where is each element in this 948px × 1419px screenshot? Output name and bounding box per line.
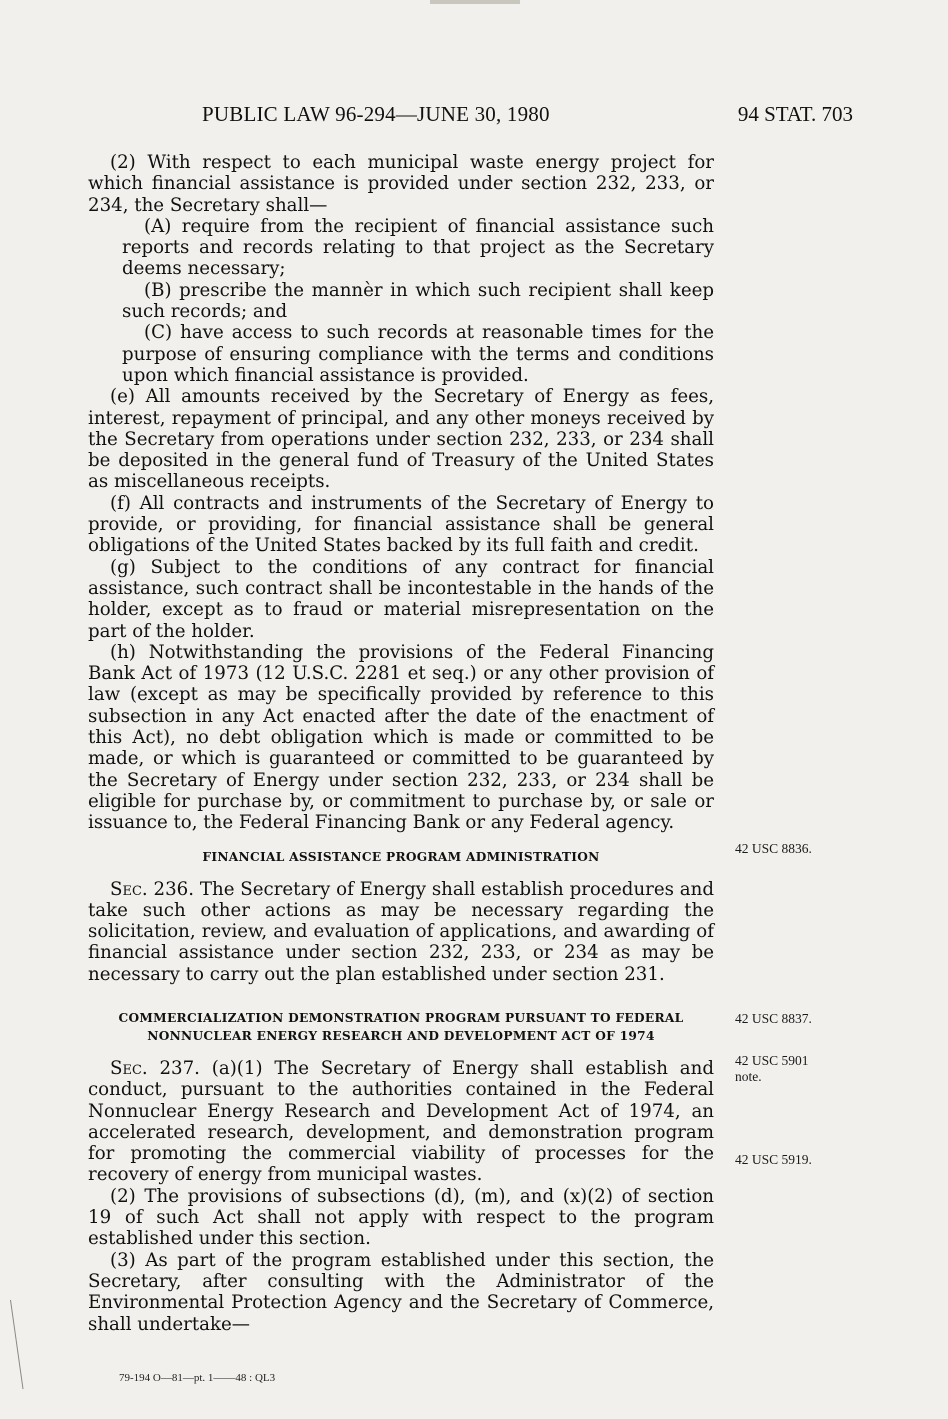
section-237-a1-text: (a)(1) The Secretary of Energy shall establish and conduct, pursuant to the authorities contained in the Federal Nonnuclear Energy Research and Development Act of 1974, an accelerated research, development, and demonstration program for promoting the commercial viability of processes for the recovery of energy from municipal wastes. — [88, 1057, 714, 1186]
paragraph-2a: (A) require from the recipient of financial assistance such reports and records relating to that project as the Secretary deems necessary; — [122, 215, 714, 280]
margin-note-5901: 42 USC 5901 — [735, 1053, 809, 1068]
section-heading-commercialization — [88, 1009, 714, 1045]
section-236 — [88, 879, 714, 985]
section-236-text: The Secretary of Energy shall establish procedures and take such other actions as may be necessary regarding the solicitation, review, and evaluation of applications, and awarding of financial assistance under section 232, 233, or 234 as may be necessary to carry out the plan established under section 231. — [88, 878, 714, 985]
paragraph-2c: (C) have access to such records at reasonable times for the purpose of ensuring compliance with the terms and conditions upon which financial assistance is provided. — [122, 322, 714, 386]
margin-note-8836: 42 USC 8836. — [735, 841, 812, 856]
section-237-a3: (3) As part of the program established under this section, the Secretary, after consulting with the Administrator of the Environmental Protection Agency and the Secretary of Commerce, shall undertake— — [88, 1249, 714, 1335]
running-title: PUBLIC LAW 96-294—JUNE 30, 1980 — [202, 102, 550, 126]
heading-line-2: NONNUCLEAR ENERGY RESEARCH AND DEVELOPMENT ACT OF 1974 — [147, 1028, 655, 1043]
section-237-a2: (2) The provisions of subsections (d), (m), and (x)(2) of section 19 of such Act shall not apply with respect to the program established under this section. — [88, 1185, 714, 1250]
page-header — [0, 102, 948, 132]
section-236-label: Sec. 236. — [110, 878, 195, 900]
margin-note-8837: 42 USC 8837. — [735, 1011, 812, 1026]
body-text — [88, 152, 714, 1335]
paragraph-2b: (B) prescribe the mannèr in which such recipient shall keep such records; and — [122, 279, 714, 323]
paragraph-g: (g) Subject to the conditions of any contract for financial assistance, such contract shall be incontestable in the hands of the holder, except as to fraud or material misrepresentation on the part of the holder. — [88, 556, 714, 642]
paragraph-f: (f) All contracts and instruments of the Secretary of Energy to provide, or providing, for financial assistance shall be general obligations of the United States backed by its full faith and credit. — [88, 492, 714, 557]
section-237-label: Sec. 237. — [110, 1057, 200, 1079]
statute-page-number: 94 STAT. 703 — [737, 102, 853, 126]
scan-edge-line — [10, 1300, 24, 1389]
section-237-a1 — [88, 1058, 714, 1186]
scan-artifact — [430, 0, 520, 4]
section-heading-financial-assistance: FINANCIAL ASSISTANCE PROGRAM ADMINISTRATION — [202, 849, 600, 864]
paragraph-h: (h) Notwithstanding the provisions of the Federal Financing Bank Act of 1973 (12 U.S.C. 2281 et seq.) or any other provision of law (except as may be specifically provided by reference to this subsection in any Act enacted after the date of the enactment of this Act), no debt obligation which is made or committed to be made, or which is guaranteed or committed to be guaranteed by the Secretary of Energy under section 232, 233, or 234 shall be eligible for purchase by, or commitment to purchase by, or sale or issuance to, the Federal Financing Bank or any Federal agency. — [88, 641, 714, 834]
paragraph-e: (e) All amounts received by the Secretary of Energy as fees, interest, repayment of principal, and any other moneys received by the Secretary from operations under section 232, 233, or 234 shall be deposited in the general fund of Treasury of the United States as miscellaneous receipts. — [88, 386, 714, 493]
paragraph-2: (2) With respect to each municipal waste energy project for which financial assistance is provided under section 232, 233, or 234, the Secretary shall— — [88, 152, 714, 216]
margin-note-5919: 42 USC 5919. — [735, 1152, 812, 1167]
print-footer: 79-194 O—81—pt. 1——48 : QL3 — [119, 1372, 276, 1384]
margin-note-5901-note: note. — [735, 1069, 762, 1084]
heading-line-1: COMMERCIALIZATION DEMONSTRATION PROGRAM PURSUANT TO FEDERAL — [118, 1010, 684, 1025]
